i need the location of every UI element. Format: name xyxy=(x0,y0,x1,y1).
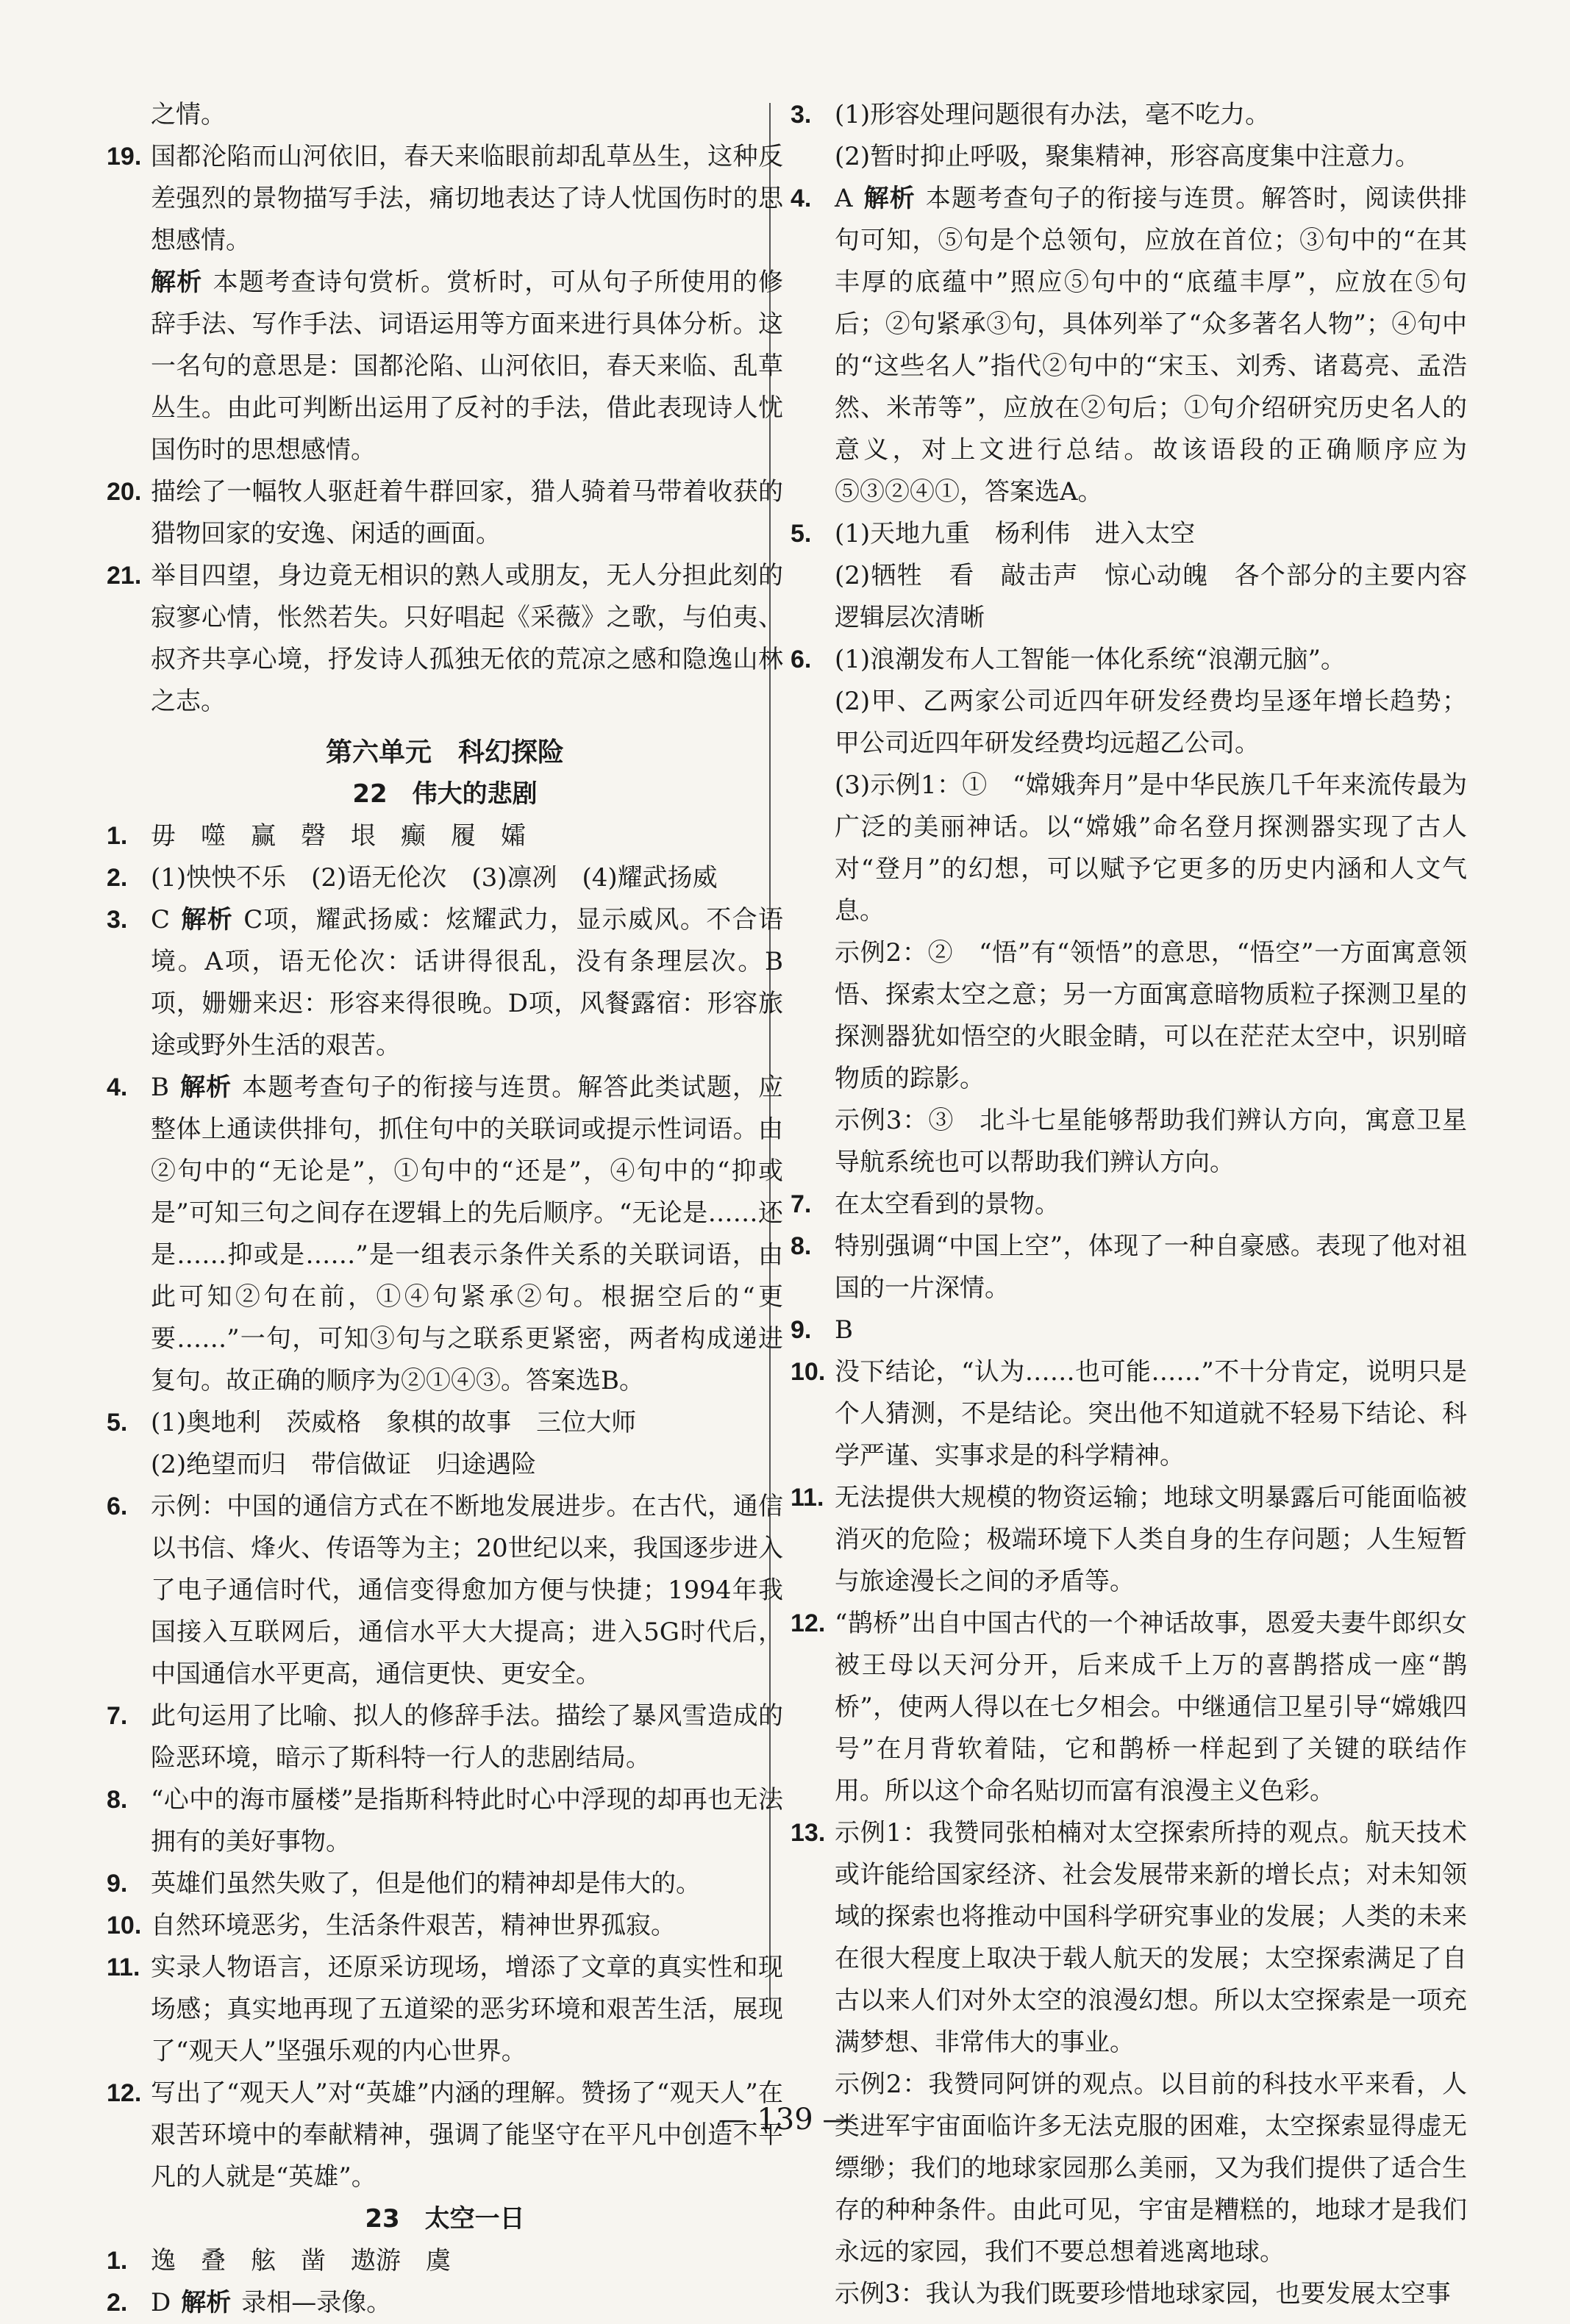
answer-22-3: 3. C 解析 C项，耀武扬威：炫耀武力，显示威风。不合语境。A项，语无伦次：话讲得很乱，没有条理层次。B项，姗姗来迟：形容来得很晚。D项，风餐露宿：形容旅途或野外生活的艰苦。 xyxy=(107,905,783,1060)
answer-23-8: 8. 特别强调“中国上空”，体现了一种自豪感。表现了他对祖国的一片深情。 xyxy=(791,1231,1467,1303)
answer-23-7: 7. 在太空看到的景物。 xyxy=(791,1190,1060,1219)
answer-22-12: 12. 写出了“观天人”对“英雄”内涵的理解。赞扬了“观天人”在艰苦环境中的奉献精神，强调了能坚守在平凡中创造不平凡的人就是“英雄”。 xyxy=(107,2078,783,2192)
answer-23-6: 6. (1)浪潮发布人工智能一体化系统“浪潮元脑”。 (2)甲、乙两家公司近四年研发经费均呈逐年增长趋势；甲公司近四年研发经费均远超乙公司。 (3)示例1：① “嫦娥奔月”是中华民族几千年来流传最为广泛的美丽神话。以“嫦娥”命名登月探测器实现了古人对“登月”的幻想，可以赋予它更多的历史内涵和人文气息。 示例2：② “悟”有“领悟”的意思，“悟空”一方面寓意领悟、探索太空之意；另一方面寓意暗物质粒子探测卫星的探测器犹如悟空的火眼金睛，可以在茫茫太空中，识别暗物质的踪影。 示例3：③ 北斗七星能够帮助我们辨认方向，寓意卫星导航系统也可以帮助我们辨认方向。 xyxy=(791,645,1467,1177)
answer-22-5: 5. (1)奥地利 茨威格 象棋的故事 三位大师 (2)绝望而归 带信做证 归途遇险 xyxy=(107,1408,637,1479)
answer-22-11: 11. 实录人物语言，还原采访现场，增添了文章的真实性和现场感；真实地再现了五道梁的恶劣环境和艰苦生活，展现了“观天人”坚强乐观的内心世界。 xyxy=(107,1953,783,2066)
answer-23-4: 4. A 解析 本题考查句子的衔接与连贯。解答时，阅读供排句可知，⑤句是个总领句，应放在首位；③句中的“在其丰厚的底蕴中”照应⑤句中的“底蕴丰厚”，应放在⑤句后；②句紧承③句，具体列举了“众多著名人物”；④句中的“这些名人”指代②句中的“宋玉、刘秀、诸葛亮、孟浩然、米芾等”，应放在②句后；①句介绍研究历史名人的意义，对上文进行总结。故该语段的正确顺序应为⑤③②④①，答案选A。 xyxy=(791,184,1468,507)
answer-22-1: 1. 毋 噬 赢 磬 垠 癫 履 孀 xyxy=(107,821,526,851)
answer-23-10: 10. 没下结论，“认为……也可能……”不十分肯定，说明只是个人猜测，不是结论。突出他不知道就不轻易下结论、科学严谨、实事求是的科学精神。 xyxy=(791,1357,1467,1470)
answer-23-2: 2. D 解析 录相—录像。 xyxy=(107,2288,392,2317)
answer-22-8: 8. “心中的海市蜃楼”是指斯科特此时心中浮现的却再也无法拥有的美好事物。 xyxy=(107,1785,783,1856)
analysis-label: 解析 xyxy=(151,268,203,297)
page-number: — 139 — xyxy=(718,2103,852,2137)
answer-22-2: 2. (1)怏怏不乐 (2)语无伦次 (3)凛冽 (4)耀武扬威 xyxy=(107,863,718,893)
answer-23-12: 12. “鹊桥”出自中国古代的一个神话故事，恩爱夫妻牛郎织女被王母以天河分开，后来成千上万的喜鹊搭成一座“鹊桥”，使两人得以在七夕相会。中继通信卫星引导“嫦娥四号”在月背软着陆，它和鹊桥一样起到了关键的联结作用。所以这个命名贴切而富有浪漫主义色彩。 xyxy=(791,1609,1467,1806)
item-number: 19. xyxy=(107,143,142,171)
answer-22-6: 6. 示例：中国的通信方式在不断地发展进步。在古代，通信以书信、烽火、传语等为主；20世纪以来，我国逐步进入了电子通信时代，通信变得愈加方便与快捷；1994年我国接入互联网后，通信水平大大提高；进入5G时代后，中国通信水平更高，通信更快、更安全。 xyxy=(107,1492,783,1689)
answer-23-13: 13. 示例1：我赞同张柏楠对太空探索所持的观点。航天技术或许能给国家经济、社会发展带来新的增长点；对未知领域的探索也将推动中国科学研究事业的发展；人类的未来在很大程度上取决于载人航天的发展；太空探索满足了自古以来人们对外太空的浪漫幻想。所以太空探索是一项充满梦想、非常伟大的事业。 示例2：我赞同阿饼的观点。以目前的科技水平来看，人类进军宇宙面临许多无法克服的困难，太空探索显得虚无缥缈；我们的地球家园那么美丽，又为我们提供了适合生存的种种条件。由此可见，宇宙是糟糕的，地球才是我们永远的家园，我们不要总想着逃离地球。 示例3：我认为我们既要珍惜地球家园，也要发展太空事 xyxy=(791,1818,1467,2309)
answer-22-4: 4. B 解析 本题考查句子的衔接与连贯。解答此类试题，应整体上通读供排句，抓住句中的关联词或提示性词语。由②句中的“无论是”，①句中的“还是”，④句中的“抑或是”可知三句之间存在逻辑上的先后顺序。“无论是……还是……抑或是……”是一组表示条件关系的关联词语，由此可知②句在前，①④句紧承②句。根据空后的“更要……”一句，可知③句与之联系更紧密，两者构成递进复句。故正确的顺序为②①④③。答案选B。 xyxy=(107,1073,784,1395)
lesson-title-22: 22 伟大的悲剧 xyxy=(352,779,538,809)
left-column xyxy=(107,94,783,2324)
answer-22-10: 10. 自然环境恶劣，生活条件艰苦，精神世界孤寂。 xyxy=(107,1911,676,1940)
continued-line: 之情。 xyxy=(151,100,226,129)
right-column xyxy=(791,94,1492,2315)
answer-23-11: 11. 无法提供大规模的物资运输；地球文明暴露后可能面临被消灭的危险；极端环境下人类自身的生存问题；人生短暂与旅途漫长之间的矛盾等。 xyxy=(791,1483,1467,1596)
answer-19: 19. 国都沦陷而山河依旧，春天来临眼前却乱草丛生，这种反差强烈的景物描写手法，痛切地表达了诗人忧国伤时的思想感情。 解析 本题考查诗句赏析。赏析时，可从句子所使用的修辞手法、写作手法、词语运用等方面来进行具体分析。这一名句的意思是：国都沦陷、山河依旧，春天来临、乱草丛生。由此可判断出运用了反衬的手法，借此表现诗人忧国伤时的思想感情。 xyxy=(107,136,783,471)
answer-23-9: 9. B xyxy=(791,1315,853,1345)
unit-title: 第六单元 科幻探险 xyxy=(325,737,564,768)
answer-23-3: 3. (1)形容处理问题很有办法，毫不吃力。 (2)暂时抑止呼吸，聚集精神，形容高度集中注意力。 xyxy=(791,100,1421,171)
answer-23-5: 5. (1)天地九重 杨利伟 进入太空 (2)牺牲 看 敲击声 惊心动魄 各个部分的主要内容 逻辑层次清晰 xyxy=(791,519,1492,632)
answer-22-9: 9. 英雄们虽然失败了，但是他们的精神却是伟大的。 xyxy=(107,1869,701,1898)
answer-22-7: 7. 此句运用了比喻、拟人的修辞手法。描绘了暴风雪造成的险恶环境，暗示了斯科特一行人的悲剧结局。 xyxy=(107,1701,783,1773)
answer-20: 20. 描绘了一幅牧人驱赶着牛群回家，猎人骑着马带着收获的猎物回家的安逸、闲适的画面。 xyxy=(107,477,783,548)
lesson-title-23: 23 太空一日 xyxy=(365,2204,525,2234)
answer-23-1: 1. 逸 叠 舷 凿 遨游 虞 xyxy=(107,2246,451,2275)
answer-21: 21. 举目四望，身边竟无相识的熟人或朋友，无人分担此刻的寂寥心情，怅然若失。只好唱起《采薇》之歌，与伯夷、叔齐共享心境，抒发诗人孤独无依的荒凉之感和隐逸山林之志。 xyxy=(107,561,783,716)
